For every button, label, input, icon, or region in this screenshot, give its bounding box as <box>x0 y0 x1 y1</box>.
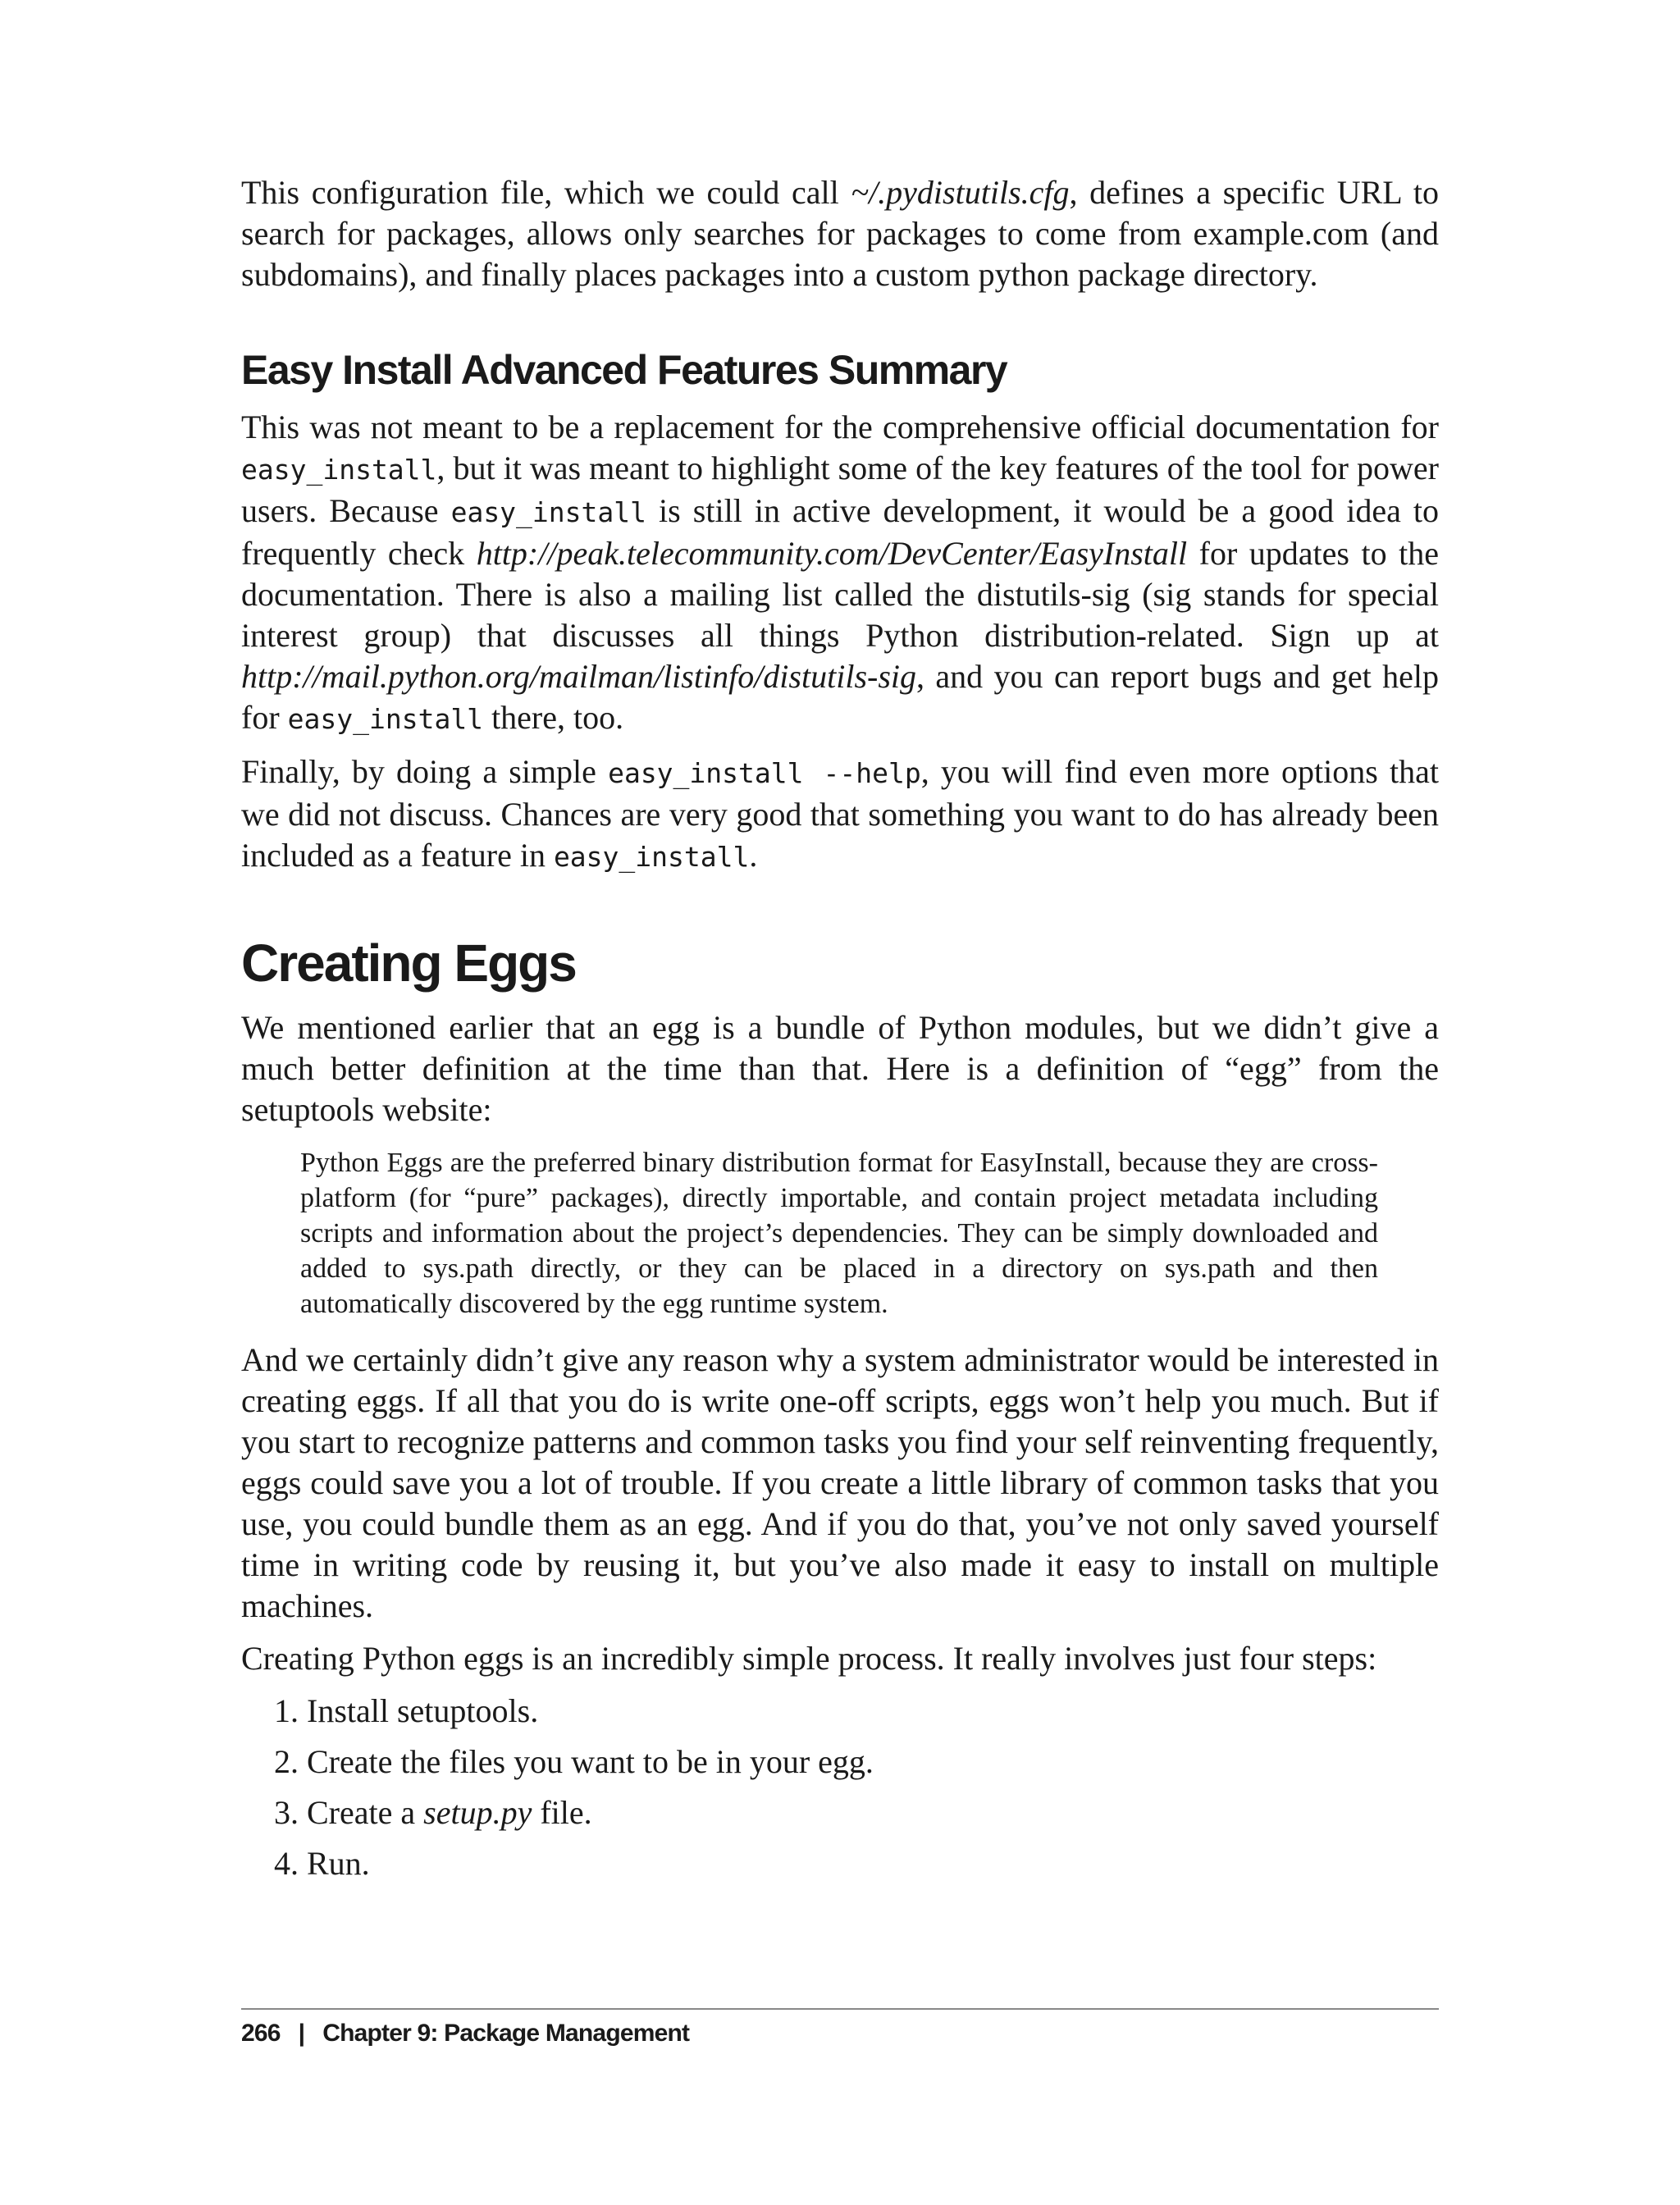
list-item <box>241 1742 1439 1783</box>
code-easy-install: easy_install <box>553 841 750 873</box>
list-item-text <box>307 1792 592 1833</box>
intro-paragraph <box>241 172 1439 295</box>
text-run: This was not meant to be a replacement for the comprehensive official documentation for <box>241 409 1439 445</box>
page-footer <box>241 2020 689 2048</box>
chapter-title: Chapter 9: Package Management <box>322 2020 690 2047</box>
summary-paragraph-2 <box>241 751 1439 878</box>
list-item <box>241 1691 1439 1732</box>
url-distutils-sig: http://mail.python.org/mailman/listinfo/distutils-sig <box>241 658 917 695</box>
eggs-paragraph-2: And we certainly didn’t give any reason why a system administrator would be interested in creating eggs. If all that you do is write one-off scripts, eggs won’t help you much. But if you start to recognize patterns and common tasks you find your self reinventing frequently, eggs could save you a lot of trouble. If you create a little library of common tasks that you use, you could bundle them as an egg. And if you do that, you’ve not only saved yourself time in writing code by reusing it, but you’ve also made it easy to install on multiple machines. <box>241 1341 1439 1624</box>
list-item-text: Run. <box>307 1845 370 1882</box>
section-heading-easy-install-summary: Easy Install Advanced Features Summary <box>241 347 1007 393</box>
list-item-number: 2. <box>274 1743 299 1780</box>
text-run: , you will find even more options that we did not discuss. Chances are very good that something you want to do has already been included as a feature in <box>241 753 1439 874</box>
text-run: is still in active development, it would be a good idea to frequently check <box>241 492 1440 572</box>
list-item-text: Create the files you want to be in your egg. <box>307 1743 874 1780</box>
eggs-paragraph-1: We mentioned earlier that an egg is a bundle of Python modules, but we didn’t give a much better definition at the time than that. Here is a definition of “egg” from the setuptools website: <box>241 1009 1439 1128</box>
list-item-number: 3. <box>274 1794 299 1831</box>
summary-paragraph-1 <box>241 407 1439 740</box>
text-run: there, too. <box>483 699 624 736</box>
code-easy-install: easy_install <box>241 454 437 486</box>
text-run: file. <box>532 1794 592 1831</box>
text-run: Create a <box>307 1794 424 1831</box>
code-easy-install: easy_install <box>450 496 646 528</box>
code-easy-install: easy_install <box>287 703 484 735</box>
filename-setup-py: setup.py <box>423 1794 532 1831</box>
list-item-number: 1. <box>274 1692 299 1729</box>
text-run: , and you can report bugs and get help for <box>241 658 1439 736</box>
list-item <box>241 1792 1439 1833</box>
page-number: 266 <box>241 2020 281 2047</box>
list-item <box>241 1843 1439 1884</box>
list-item-text: Install setuptools. <box>307 1692 539 1729</box>
filename-pydistutils: ~/.pydistutils.cfg <box>851 174 1070 211</box>
footer-separator: | <box>298 2020 305 2047</box>
section-heading-creating-eggs: Creating Eggs <box>241 934 576 993</box>
egg-steps-list <box>241 1691 1439 1884</box>
page-content <box>241 172 1439 1894</box>
list-item-number: 4. <box>274 1845 299 1882</box>
eggs-paragraph-3: Creating Python eggs is an incredibly simple process. It really involves just four steps: <box>241 1640 1377 1677</box>
footer-divider <box>241 2008 1439 2010</box>
text-run: for updates to the documentation. There is also a mailing list called the distutils-sig (sig stands for special interest group) that discusses all things Python distribution-related. Sign up at <box>241 535 1440 654</box>
text-run: This configuration file, which we could call <box>241 174 851 211</box>
text-run: Finally, by doing a simple <box>241 753 609 790</box>
text-run: , but it was meant to highlight some of the key features of the tool for power users. Because <box>241 450 1439 529</box>
egg-definition-quote: Python Eggs are the preferred binary distribution format for EasyInstall, because they are cross-platform (for “pure” packages), directly importable, and contain project metadata including scripts and information about the project’s dependencies. They can be simply downloaded and added to sys.path directly, or they can be placed in a directory on sys.path and then automatically discovered by the egg runtime system. <box>300 1148 1378 1319</box>
text-run: . <box>749 837 758 874</box>
code-easy-install-help: easy_install --help <box>608 757 921 789</box>
url-peak-easyinstall: http://peak.telecommunity.com/DevCenter/EasyInstall <box>476 535 1188 572</box>
text-run: , defines a specific URL to search for packages, allows only searches for packages to come from example.com (and subdomains), and finally places packages into a custom python package directory. <box>241 174 1439 293</box>
